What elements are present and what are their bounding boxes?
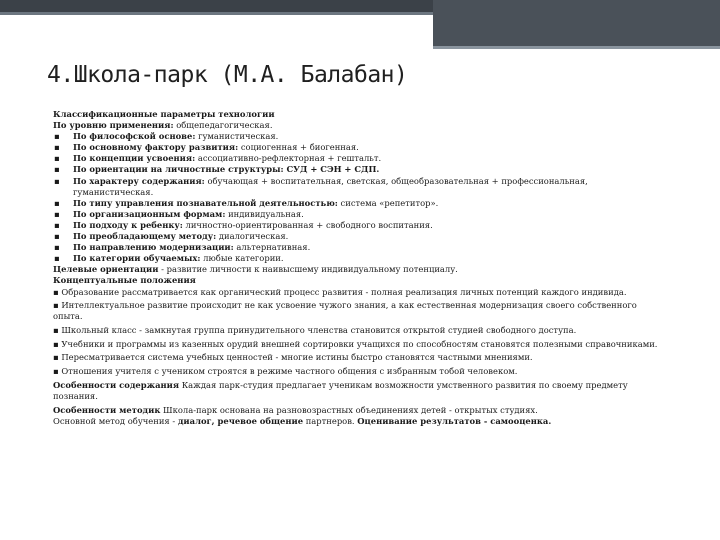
bullet-icon: ▪ [54,142,60,153]
bullet-icon: ▪ [53,324,59,335]
concept-item: ▪ Пересматривается система учебных ценностей - многие истины быстро становятся частными мнениями. [53,352,533,363]
bullet-icon: ▪ [54,253,60,264]
bullet-icon: ▪ [54,231,60,242]
concept-item: ▪ Интеллектуальное развитие происходит не как усвоение чужого знания, а как естественная модернизация своего собственного опыта. [53,300,637,322]
bullet-icon: ▪ [53,300,59,311]
param-item: ▪ По направлению модернизации: альтернативная. [54,242,311,253]
bullet-icon: ▪ [54,242,60,253]
concept-heading: Концептуальные положения [53,275,196,286]
param-item: ▪ По категории обучаемых: любые категории. [54,253,284,264]
param-item: ▪ По философской основе: гуманистическая. [54,131,279,142]
bullet-icon: ▪ [54,153,60,164]
bullet-icon: ▪ [53,286,59,297]
header-decoration-block [433,0,720,48]
param-item: ▪ По характеру содержания: обучающая + воспитательная, светская, общеобразовательная + профессиональная, гуманистическая. [54,175,588,197]
level-param: По уровню применения: общепедагогическая. [53,120,273,131]
param-item: ▪ По концепции усвоения: ассоциативно-рефлекторная + гештальт. [54,153,382,164]
content-features: Особенности содержания Каждая парк-студия предлагает ученикам возможности умственного развития по своему предмету познания. [53,379,628,401]
concept-item: ▪ Школьный класс - замкнутая группа принудительного членства становится открытой студией свободного доступа. [53,324,577,335]
param-item: ▪ По организационным формам: индивидуальная. [54,208,304,219]
bullet-icon: ▪ [54,175,60,186]
params-list [53,131,665,264]
main-method: Основной метод обучения - диалог, речевое общение партнеров. Оценивание результатов - самооценка. [53,415,552,426]
concept-item: ▪ Учебники и программы из казенных орудий внешней сортировки учащихся по способностям становятся полезными справочниками. [53,338,658,349]
bullet-icon: ▪ [53,338,59,349]
param-item: ▪ По ориентации на личностные структуры: СУД + СЭН + СДП. [54,164,380,175]
bullet-icon: ▪ [54,208,60,219]
methods: Особенности методик Школа-парк основана на разновозрастных объединениях детей - открытых студиях. [53,404,538,415]
concepts-list [53,287,665,380]
classification-heading: Классификационные параметры технологии [53,109,275,119]
bullet-icon: ▪ [54,219,60,230]
param-item: ▪ По преобладающему методу: диалогическая. [54,231,289,242]
bullet-icon: ▪ [54,164,60,175]
slide-body [53,109,665,427]
concept-item: ▪ Отношения учителя с учеником строятся в режиме частного общения с избранным тобой человеком. [53,366,518,377]
bullet-icon: ▪ [53,366,59,377]
bullet-icon: ▪ [54,197,60,208]
param-item: ▪ По основному фактору развития: социогенная + биогенная. [54,142,359,153]
slide-title: 4.Школа-парк (М.А. Балабан) [47,62,408,88]
param-item: ▪ По типу управления познавательной деятельностью: система «репетитор». [54,197,439,208]
header-decoration-line [433,46,720,49]
param-item: ▪ По подходу к ребенку: личностно-ориентированная + свободного воспитания. [54,219,433,230]
concept-item: ▪ Образование рассматривается как органический процесс развития - полная реализация личных потенций каждого индивида. [53,286,627,297]
bullet-icon: ▪ [53,352,59,363]
bullet-icon: ▪ [54,131,60,142]
goals: Целевые ориентации - развитие личности к наивысшему индивидуальному потенциалу. [53,264,458,275]
